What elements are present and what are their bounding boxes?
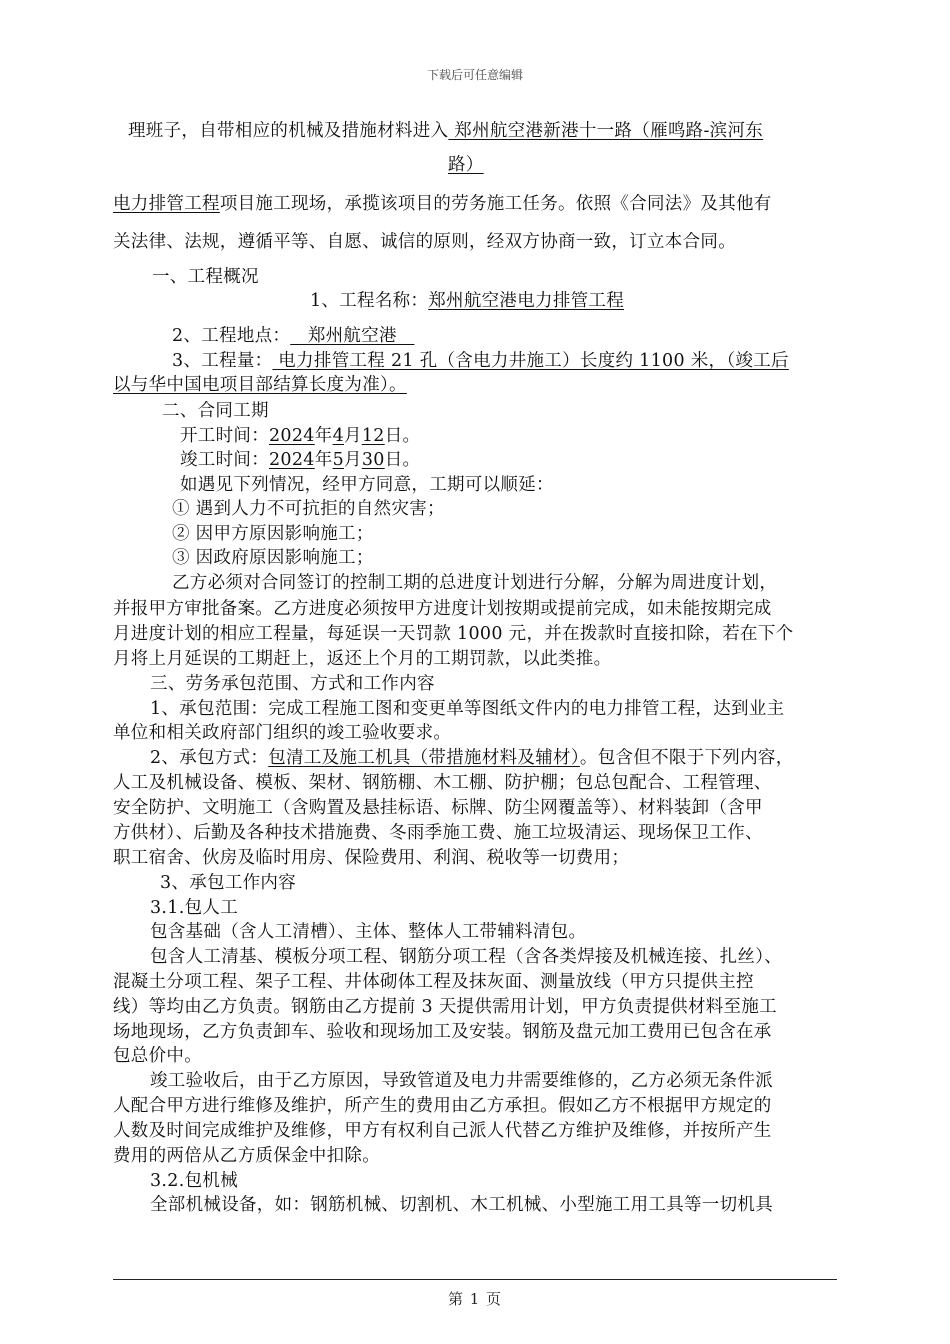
year-unit: 年 xyxy=(314,426,333,446)
labor-paragraph-line: 包含人工清基、模板分项工程、钢筋分项工程（含各类焊接及机械连接、扎丝）、 xyxy=(150,947,783,967)
repair-paragraph-line: 人配合甲方进行维修及维护，所产生的费用由乙方承担。假如乙方不根据甲方规定的 xyxy=(113,1096,772,1116)
work-content-title: 3、承包工作内容 xyxy=(160,873,297,893)
labor-paragraph-line: 线）等均由乙方负责。钢筋由乙方提前 3 天提供需用计划，甲方负责提供材料至施工 xyxy=(113,997,777,1017)
schedule-paragraph-line: 并报甲方审批备案。乙方进度必须按甲方进度计划按期或提前完成，如未能按期完成 xyxy=(113,599,772,619)
start-date-label: 开工时间： xyxy=(180,426,269,446)
year-unit: 年 xyxy=(314,450,333,470)
intro-project-name: 电力排管工程 xyxy=(113,194,220,214)
project-location-value: 郑州航空港 xyxy=(290,326,415,346)
footer-divider xyxy=(113,1279,837,1280)
mode-row xyxy=(150,747,794,769)
start-day: 12 xyxy=(361,426,385,446)
intro-text: 理班子，自带相应的机械及措施材料进入 xyxy=(128,121,449,141)
repair-paragraph-line: 费用的两倍从乙方质保金中扣除。 xyxy=(113,1146,380,1166)
machine-title: 3.2.包机械 xyxy=(150,1171,238,1191)
labor-title: 3.1.包人工 xyxy=(150,898,238,918)
page-header-note: 下载后可任意编辑 xyxy=(426,68,523,82)
labor-paragraph-line: 混凝土分项工程、架子工程、井体砌体工程及抹灰面、测量放线（甲方只提供主控 xyxy=(113,972,754,992)
month-unit: 月 xyxy=(344,426,362,446)
project-quantity-row-2 xyxy=(113,374,407,396)
extension-condition: ① 遇到人力不可抗拒的自然灾害； xyxy=(172,499,445,519)
intro-text: 项目施工现场，承揽该项目的劳务施工任务。依照《合同法》及其他有 xyxy=(219,194,772,214)
scope-line: 1、承包范围：完成工程施工图和变更单等图纸文件内的电力排管工程，达到业主 xyxy=(150,699,785,719)
mode-label: 2、承包方式： xyxy=(150,748,269,768)
extension-intro: 如遇见下列情况，经甲方同意，工期可以顺延： xyxy=(180,475,554,495)
project-name-label: 1、工程名称： xyxy=(310,291,429,311)
mode-value: 包清工及施工机具（带措施材料及辅材） xyxy=(268,748,580,768)
intro-line-4: 关法律、法规，遵循平等、自愿、诚信的原则，经双方协商一致，订立本合同。 xyxy=(113,232,736,252)
mode-line: 职工宿舍、伙房及临时用房、保险费用、利润、税收等一切费用； xyxy=(113,848,630,868)
repair-paragraph-line: 人数及时间完成维护及维修，甲方有权利自己派人代替乙方维护及维修，并按所产生 xyxy=(113,1121,772,1141)
project-name-row xyxy=(310,290,624,312)
end-date-label: 竣工时间： xyxy=(180,450,269,470)
end-month: 5 xyxy=(332,450,344,470)
project-quantity-label: 3、工程量： xyxy=(172,351,273,371)
project-location-label: 2、工程地点： xyxy=(172,326,291,346)
schedule-paragraph-line: 乙方必须对合同签订的控制工期的总进度计划进行分解，分解为周进度计划， xyxy=(172,573,778,593)
month-unit: 月 xyxy=(344,450,362,470)
repair-paragraph-line: 竣工验收后，由于乙方原因，导致管道及电力井需要维修的，乙方必须无条件派 xyxy=(150,1071,773,1091)
mode-rest: 。包含但不限于下列内容， xyxy=(579,748,794,768)
page-number: 第 1 页 xyxy=(447,1290,503,1308)
labor-line: 包含基础（含人工清槽）、主体、整体人工带辅料清包。 xyxy=(150,922,587,942)
scope-line: 单位和相关政府部门组织的竣工验收要求。 xyxy=(113,723,452,743)
labor-paragraph-line: 包总价中。 xyxy=(113,1046,202,1066)
mode-line: 人工及机械设备、模板、架材、钢筋棚、木工棚、防护棚；包总包配合、工程管理、 xyxy=(113,773,772,793)
end-year: 2024 xyxy=(269,450,315,470)
start-month: 4 xyxy=(332,426,344,446)
intro-line-1 xyxy=(128,120,763,142)
mode-line: 安全防护、文明施工（含购置及悬挂标语、标牌、防尘网覆盖等）、材料装卸（含甲 xyxy=(113,798,763,818)
day-unit: 日。 xyxy=(384,450,421,470)
machine-line: 全部机械设备，如：钢筋机械、切割机、木工机械、小型施工用工具等一切机具 xyxy=(150,1195,773,1215)
project-location-row xyxy=(172,325,414,347)
project-quantity-value-end: 以与华中国电项目部结算长度为准）。 xyxy=(113,375,407,395)
extension-condition: ② 因甲方原因影响施工； xyxy=(172,524,374,544)
intro-site-name: 郑州航空港新港十一路（雁鸣路-滨河东 xyxy=(448,121,764,141)
project-name-value: 郑州航空港电力排管工程 xyxy=(428,291,625,311)
extension-condition: ③ 因政府原因影响施工； xyxy=(172,548,374,568)
intro-site-name-end: 路） xyxy=(448,155,484,175)
end-day: 30 xyxy=(361,450,385,470)
start-date-row xyxy=(180,425,420,447)
mode-line: 方供材）、后勤及各种技术措施费、冬雨季施工费、施工垃圾清运、现场保卫工作、 xyxy=(113,823,763,843)
day-unit: 日。 xyxy=(384,426,421,446)
end-date-row xyxy=(180,449,420,471)
section-2-title: 二、合同工期 xyxy=(162,401,269,421)
intro-line-2 xyxy=(448,154,484,176)
project-quantity-value: 电力排管工程 21 孔（含电力井施工）长度约 1100 米，（竣工后 xyxy=(272,351,789,371)
schedule-paragraph-line: 月进度计划的相应工程量，每延误一天罚款 1000 元，并在拨款时直接扣除，若在下个 xyxy=(113,624,794,644)
section-1-title: 一、工程概况 xyxy=(152,267,259,287)
intro-line-3 xyxy=(113,193,772,215)
start-year: 2024 xyxy=(269,426,315,446)
project-quantity-row xyxy=(172,350,789,372)
labor-paragraph-line: 场地现场，乙方负责卸车、验收和现场加工及安装。钢筋及盘元加工费用已包含在承 xyxy=(113,1022,772,1042)
section-3-title: 三、劳务承包范围、方式和工作内容 xyxy=(150,674,435,694)
schedule-paragraph-line: 月将上月延误的工期赶上，返还上个月的工期罚款，以此类推。 xyxy=(113,649,612,669)
